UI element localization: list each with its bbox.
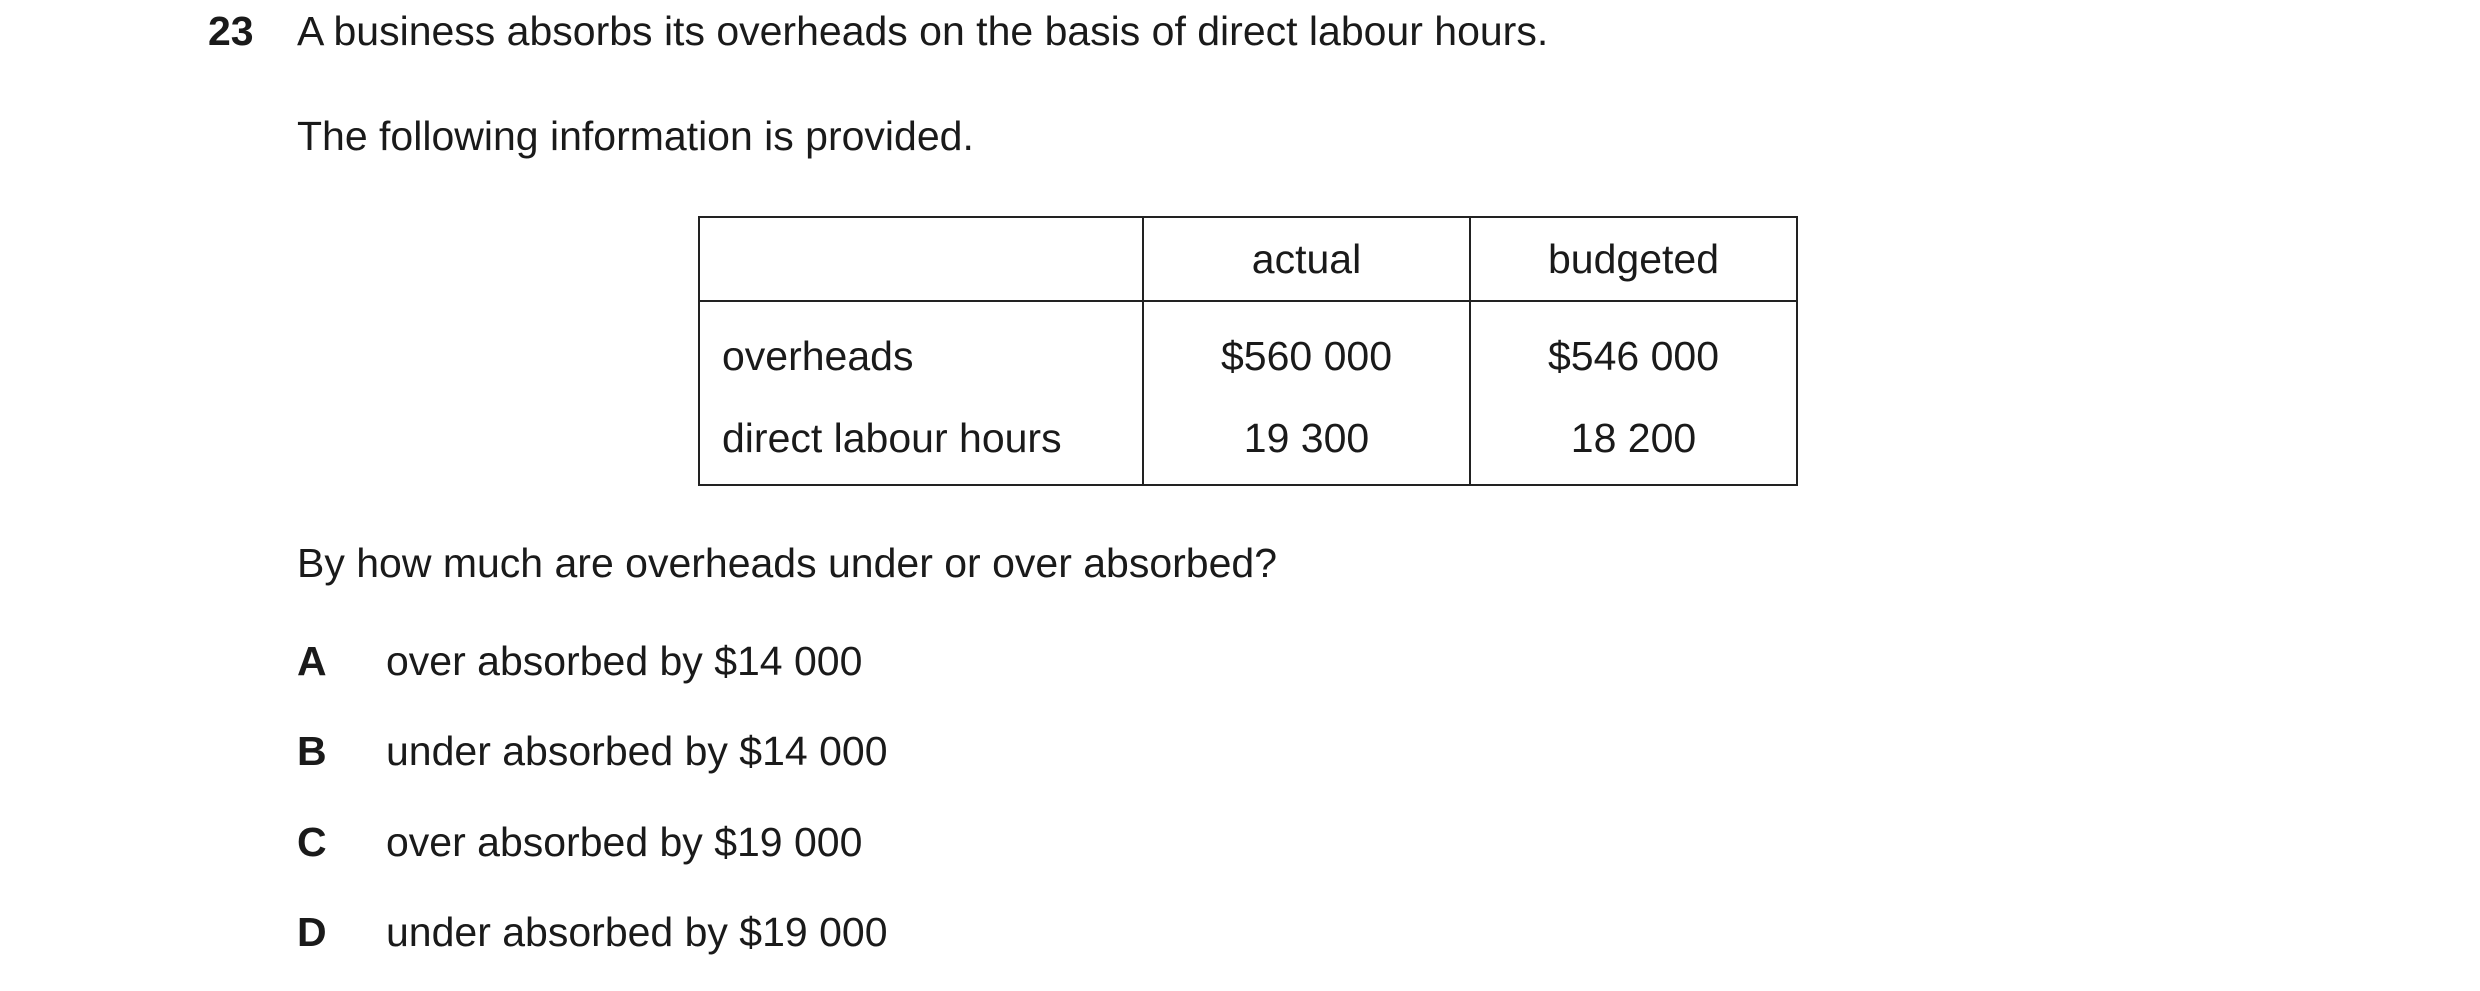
table-header-actual: actual <box>1143 217 1470 301</box>
cell-budgeted-labour-hours: 18 200 <box>1470 400 1797 485</box>
option-letter: A <box>297 638 327 684</box>
information-table <box>698 216 1798 486</box>
table-row <box>699 400 1797 485</box>
cell-actual-overheads: $560 000 <box>1143 301 1470 400</box>
option-text: under absorbed by $14 000 <box>386 728 888 774</box>
option-text: over absorbed by $19 000 <box>386 819 863 865</box>
question-stem: A business absorbs its overheads on the basis of direct labour hours. <box>297 8 1549 54</box>
option-letter: D <box>297 909 327 955</box>
table-header-row <box>699 217 1797 301</box>
row-label-labour-hours: direct labour hours <box>699 400 1143 485</box>
option-letter: B <box>297 728 327 774</box>
row-label-overheads: overheads <box>699 301 1143 400</box>
table-header-budgeted: budgeted <box>1470 217 1797 301</box>
option-letter: C <box>297 819 327 865</box>
question-intro: The following information is provided. <box>297 113 974 159</box>
question-number: 23 <box>208 8 254 54</box>
option-text: under absorbed by $19 000 <box>386 909 888 955</box>
cell-actual-labour-hours: 19 300 <box>1143 400 1470 485</box>
table-row <box>699 301 1797 400</box>
question-prompt: By how much are overheads under or over absorbed? <box>297 540 1278 586</box>
cell-budgeted-overheads: $546 000 <box>1470 301 1797 400</box>
table-header-blank <box>699 217 1143 301</box>
option-text: over absorbed by $14 000 <box>386 638 863 684</box>
